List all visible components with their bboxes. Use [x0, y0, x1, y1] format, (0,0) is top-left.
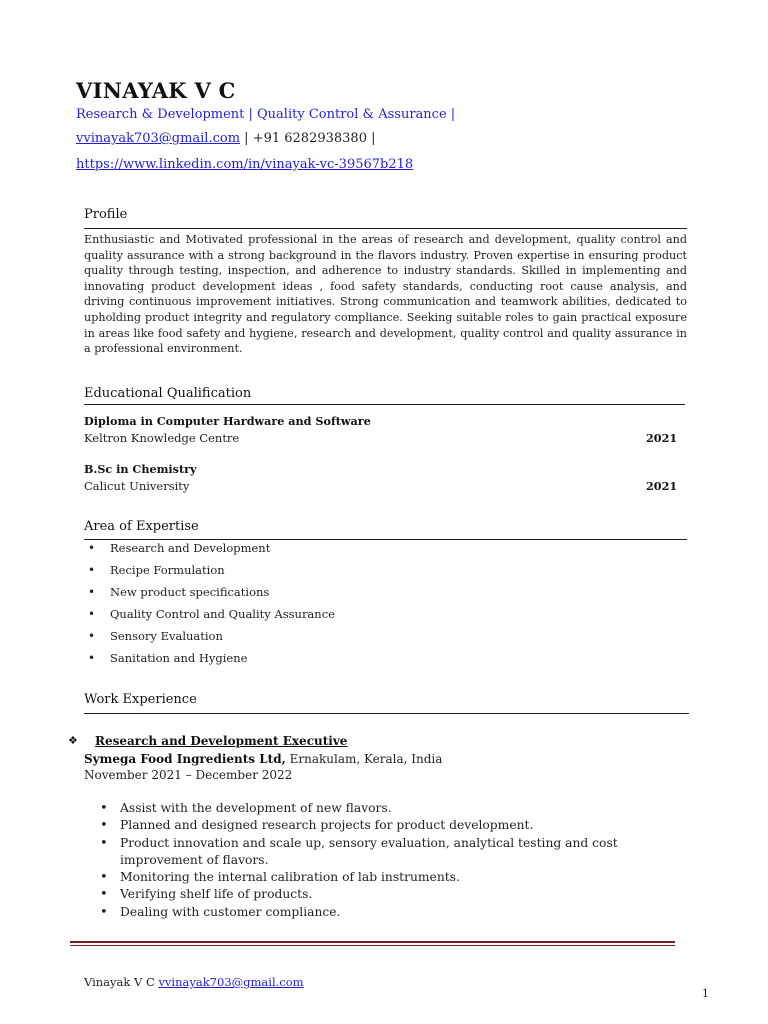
experience-divider — [84, 713, 689, 714]
duty-item: • Verifying shelf life of products. — [100, 886, 620, 903]
duty-item: • Monitoring the internal calibration of lab instruments. — [100, 869, 620, 886]
duty-item: • Dealing with customer compliance. — [100, 904, 620, 921]
footer-divider-thin — [70, 945, 675, 946]
duties-list — [100, 800, 620, 921]
candidate-name: VINAYAK V C — [76, 78, 236, 103]
duty-item: • Assist with the development of new flavors. — [100, 800, 620, 817]
profile-text: Enthusiastic and Motivated professional in the areas of research and development, quality control and quality assurance with a strong background in the flavors industry. Proven expertise in ensuring product quality through testing, inspection, and adherence to industry standards. Skilled in implementing and innovating product development ideas , food safety standards, conducting root cause analysis, and driving continuous improvement initiatives. Strong communication and teamwork abilities, dedicated to upholding product integrity and regulatory compliance. Seeking suitable roles to gain practical exposure in areas like food safety and hygiene, research and development, quality control and quality assurance in a professional environment. — [84, 233, 687, 356]
duty-item: • Planned and designed research projects for product development. — [100, 817, 620, 834]
phone-text: | +91 6282938380 | — [240, 131, 376, 146]
education-institution: Calicut University — [84, 479, 190, 493]
footer-email-link[interactable]: vvinayak703@gmail.com — [158, 975, 304, 989]
tagline: Research & Development | Quality Control & Assurance | — [76, 107, 456, 122]
expertise-heading: Area of Expertise — [84, 519, 199, 534]
job-title: Research and Development Executive — [95, 734, 348, 748]
company-name: Symega Food Ingredients Ltd, — [84, 752, 286, 766]
expertise-item: • New product specifications — [84, 585, 335, 607]
education-year: 2021 — [646, 479, 678, 493]
footer-divider — [70, 941, 675, 943]
education-divider — [84, 404, 685, 405]
linkedin-line — [76, 157, 413, 172]
page-number: 1 — [702, 987, 709, 1000]
education-degree: B.Sc in Chemistry — [84, 462, 197, 476]
company-location: Ernakulam, Kerala, India — [285, 752, 443, 766]
experience-heading: Work Experience — [84, 692, 197, 707]
expertise-list — [84, 541, 335, 673]
profile-heading: Profile — [84, 207, 128, 222]
education-institution: Keltron Knowledge Centre — [84, 431, 240, 445]
expertise-item: • Quality Control and Quality Assurance — [84, 607, 335, 629]
job-dates: November 2021 – December 2022 — [84, 768, 293, 782]
expertise-item: • Recipe Formulation — [84, 563, 335, 585]
profile-divider — [84, 228, 687, 229]
education-degree: Diploma in Computer Hardware and Software — [84, 414, 371, 428]
company-line — [84, 752, 442, 766]
contact-line — [76, 131, 375, 146]
expertise-item: • Research and Development — [84, 541, 335, 563]
expertise-divider — [84, 539, 687, 540]
duty-item: • Product innovation and scale up, sensory evaluation, analytical testing and cost improvement of flavors. — [100, 835, 620, 870]
footer-name: Vinayak V C — [84, 975, 159, 989]
diamond-bullet-icon: ❖ — [68, 734, 78, 747]
education-year: 2021 — [646, 431, 678, 445]
education-heading: Educational Qualification — [84, 386, 252, 401]
expertise-item: • Sanitation and Hygiene — [84, 651, 335, 673]
expertise-item: • Sensory Evaluation — [84, 629, 335, 651]
linkedin-link[interactable]: https://www.linkedin.com/in/vinayak-vc-39567b218 — [76, 157, 414, 172]
footer — [84, 975, 304, 989]
email-link[interactable]: vvinayak703@gmail.com — [76, 131, 241, 146]
